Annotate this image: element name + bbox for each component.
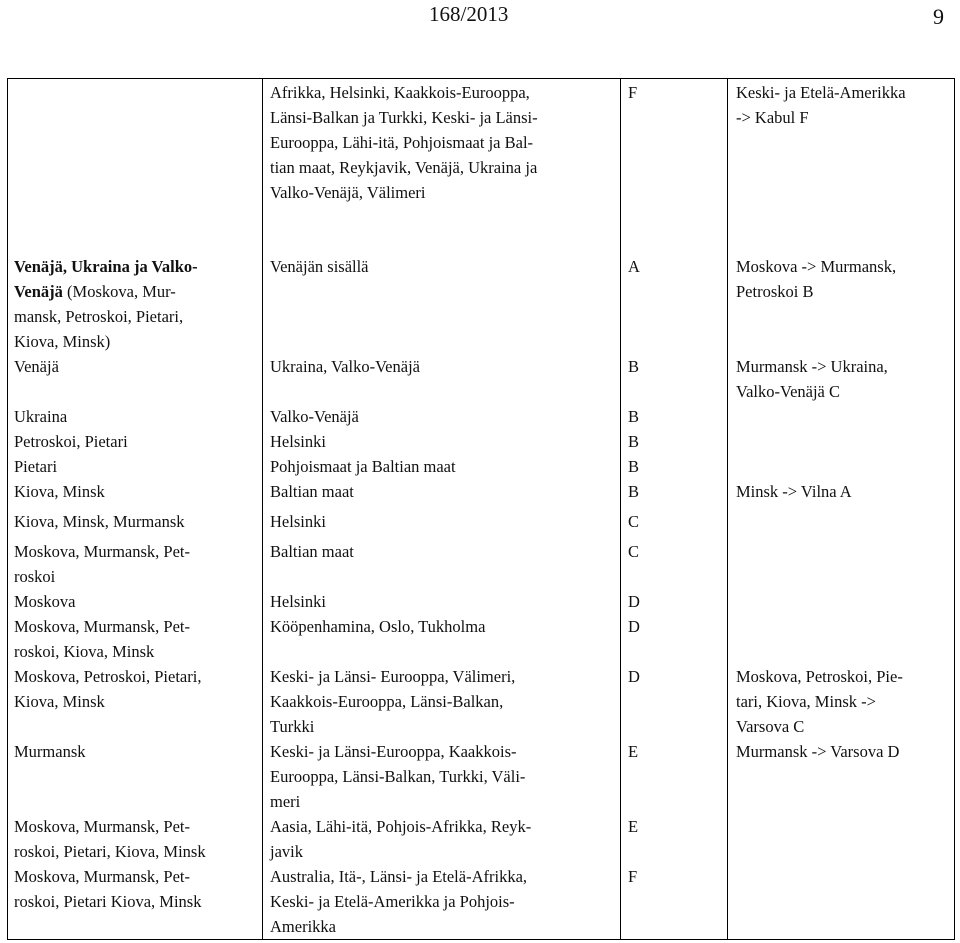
page-header	[0, 0, 960, 40]
cell-c1: Murmansk	[14, 742, 86, 761]
cell-c3: C	[628, 512, 640, 531]
cell-c3: F	[628, 83, 638, 102]
cell-c3: E	[628, 742, 639, 761]
cell-c3: D	[628, 592, 640, 611]
cell-c1: Moskova, Murmansk, Pet- roskoi	[14, 542, 190, 586]
cell-c2: Venäjän sisällä	[270, 257, 369, 276]
table-bottom-border	[7, 939, 955, 940]
issue-number: 168/2013	[429, 2, 509, 26]
cell-c3: B	[628, 457, 640, 476]
page-number: 9	[933, 4, 944, 29]
cell-c4: Minsk -> Vilna A	[736, 482, 852, 501]
cell-c3: D	[628, 617, 640, 636]
column-rule-1	[262, 78, 263, 939]
cell-c2: Keski- ja Länsi- Eurooppa, Välimeri, Kaakkois-Eurooppa, Länsi-Balkan, Turkki	[270, 667, 516, 736]
cell-c3: B	[628, 407, 640, 426]
cell-c4: Moskova, Petroskoi, Pie- tari, Kiova, Minsk -> Varsova C	[736, 667, 903, 736]
cell-c1: Kiova, Minsk	[14, 482, 105, 501]
country-group-detail: (Moskova, Mur- mansk, Petroskoi, Pietari, Kiova, Minsk)	[14, 282, 184, 351]
cell-c2: Baltian maat	[270, 482, 354, 501]
cell-c2: Aasia, Lähi-itä, Pohjois-Afrikka, Reyk- javik	[270, 817, 532, 861]
cell-c1: Moskova, Murmansk, Pet- roskoi, Pietari, Kiova, Minsk	[14, 817, 206, 861]
cell-c1: Moskova, Petroskoi, Pietari, Kiova, Minsk	[14, 667, 202, 711]
cell-c2: Australia, Itä-, Länsi- ja Etelä-Afrikka, Keski- ja Etelä-Amerikka ja Pohjois- Amerikka	[270, 867, 528, 936]
cell-c2: Pohjoismaat ja Baltian maat	[270, 457, 456, 476]
cell-c3: C	[628, 542, 640, 561]
cell-c1: Moskova, Murmansk, Pet- roskoi, Kiova, Minsk	[14, 617, 190, 661]
cell-c2: Helsinki	[270, 432, 326, 451]
cell-c2: Kööpenhamina, Oslo, Tukholma	[270, 617, 486, 636]
cell-c4: Moskova -> Murmansk, Petroskoi B	[736, 257, 897, 301]
column-rule-3	[727, 78, 728, 939]
cell-c1: Moskova, Murmansk, Pet- roskoi, Pietari Kiova, Minsk	[14, 867, 202, 911]
column-rule-4	[954, 78, 955, 939]
cell-c2: Ukraina, Valko-Venäjä	[270, 357, 420, 376]
cell-c1: Moskova	[14, 592, 76, 611]
cell-c2: Helsinki	[270, 592, 326, 611]
cell-c3: F	[628, 867, 638, 886]
cell-c2: Helsinki	[270, 512, 326, 531]
cell-c3: A	[628, 257, 640, 276]
column-rule-0	[7, 78, 8, 939]
cell-c1	[14, 254, 198, 354]
cell-c1: Ukraina	[14, 407, 68, 426]
cell-c3: D	[628, 667, 640, 686]
cell-c1: Pietari	[14, 457, 58, 476]
cell-c2: Keski- ja Länsi-Eurooppa, Kaakkois- Eurooppa, Länsi-Balkan, Turkki, Väli- meri	[270, 742, 526, 811]
country-group-label: Venäjä, Ukraina ja Valko- Venäjä	[14, 257, 198, 301]
cell-c3: B	[628, 482, 640, 501]
cell-c3: B	[628, 432, 640, 451]
cell-c1: Venäjä	[14, 357, 59, 376]
cell-c4: Murmansk -> Ukraina, Valko-Venäjä C	[736, 357, 888, 401]
cell-c1: Petroskoi, Pietari	[14, 432, 128, 451]
cell-c2: Afrikka, Helsinki, Kaakkois-Eurooppa, Länsi-Balkan ja Turkki, Keski- ja Länsi- Eurooppa, Lähi-itä, Pohjoismaat ja Bal- tian maat, Reykjavik, Venäjä, Ukraina ja Valko-Venäjä, Välimeri	[270, 83, 538, 202]
table-top-border	[7, 78, 955, 79]
cell-c3: E	[628, 817, 639, 836]
cell-c4: Keski- ja Etelä-Amerikka -> Kabul F	[736, 83, 906, 127]
column-rule-2	[620, 78, 621, 939]
cell-c2: Baltian maat	[270, 542, 354, 561]
cell-c4: Murmansk -> Varsova D	[736, 742, 900, 761]
cell-c3: B	[628, 357, 640, 376]
cell-c1: Kiova, Minsk, Murmansk	[14, 512, 185, 531]
cell-c2: Valko-Venäjä	[270, 407, 359, 426]
